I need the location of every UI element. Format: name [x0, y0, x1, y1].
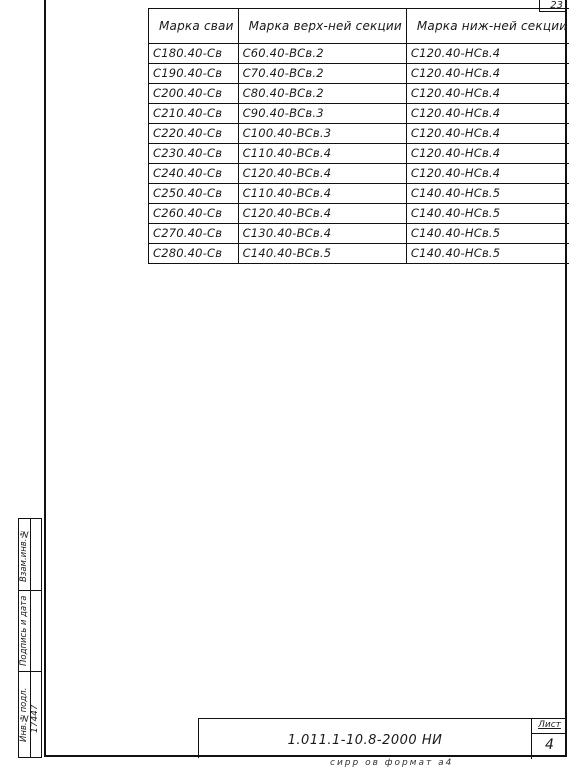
lower-section-cell: С120.40-НСв.4 — [406, 84, 569, 104]
table-row — [149, 224, 569, 244]
table-row — [149, 124, 569, 144]
table-row — [149, 64, 569, 84]
column-header: Марка верх-ней секции — [238, 9, 406, 44]
table-row — [149, 244, 569, 264]
upper-section-cell: С70.40-ВСв.2 — [238, 64, 406, 84]
upper-section-cell: С120.40-ВСв.4 — [238, 204, 406, 224]
stamp-label-original-inv: Инв.№подл. — [19, 674, 31, 756]
lower-section-cell: С140.40-НСв.5 — [406, 184, 569, 204]
table-row — [149, 144, 569, 164]
sheet-number: 4 — [532, 737, 567, 753]
table-header-row — [149, 9, 569, 44]
lower-section-cell: С120.40-НСв.4 — [406, 104, 569, 124]
title-block — [198, 718, 567, 758]
pile-mark-cell: С180.40-Св — [149, 44, 239, 64]
stamp-divider — [19, 590, 41, 591]
sheet-divider — [532, 733, 567, 734]
sheet-label: Лист — [532, 720, 567, 730]
lower-section-cell: С140.40-НСв.5 — [406, 244, 569, 264]
lower-section-cell: С120.40-НСв.4 — [406, 44, 569, 64]
upper-section-cell: С110.40-ВСв.4 — [238, 144, 406, 164]
pile-mark-cell: С230.40-Св — [149, 144, 239, 164]
column-header: Марка сваи — [149, 9, 239, 44]
table-row — [149, 44, 569, 64]
pile-mark-cell: С190.40-Св — [149, 64, 239, 84]
table-row — [149, 84, 569, 104]
upper-section-cell: С110.40-ВСв.4 — [238, 184, 406, 204]
table-row — [149, 184, 569, 204]
upper-section-cell: С130.40-ВСв.4 — [238, 224, 406, 244]
pile-mark-cell: С280.40-Св — [149, 244, 239, 264]
table-row — [149, 104, 569, 124]
lower-section-cell: С120.40-НСв.4 — [406, 144, 569, 164]
pile-mark-cell: С210.40-Св — [149, 104, 239, 124]
column-header: Марка ниж-ней секции — [406, 9, 569, 44]
table-row — [149, 204, 569, 224]
stamp-label-signature-date: Подпись и дата — [19, 593, 31, 669]
pile-marks-table — [148, 8, 569, 264]
table-row — [149, 164, 569, 184]
sheet-cell — [531, 719, 567, 759]
lower-section-cell: С140.40-НСв.5 — [406, 224, 569, 244]
lower-section-cell: С120.40-НСв.4 — [406, 124, 569, 144]
pile-mark-cell: С270.40-Св — [149, 224, 239, 244]
upper-section-cell: С60.40-ВСв.2 — [238, 44, 406, 64]
upper-section-cell: С90.40-ВСв.3 — [238, 104, 406, 124]
lower-section-cell: С120.40-НСв.4 — [406, 164, 569, 184]
upper-section-cell: С100.40-ВСв.3 — [238, 124, 406, 144]
pile-mark-cell: С250.40-Св — [149, 184, 239, 204]
upper-section-cell: С140.40-ВСв.5 — [238, 244, 406, 264]
page-corner-number: 23 — [539, 0, 565, 12]
lower-section-cell: С140.40-НСв.5 — [406, 204, 569, 224]
lower-section-cell: С120.40-НСв.4 — [406, 64, 569, 84]
upper-section-cell: С120.40-ВСв.4 — [238, 164, 406, 184]
stamp-divider — [19, 671, 41, 672]
document-code: 1.011.1-10.8-2000 НИ — [199, 733, 531, 748]
table-body — [149, 44, 569, 264]
upper-section-cell: С80.40-ВСв.2 — [238, 84, 406, 104]
pile-mark-cell: С240.40-Св — [149, 164, 239, 184]
footer-cut-text: сирр ов формат а4 — [330, 758, 453, 768]
stamp-label-replaced-inv: Взам.инв.№ — [19, 521, 31, 589]
pile-mark-cell: С220.40-Св — [149, 124, 239, 144]
pile-mark-cell: С200.40-Св — [149, 84, 239, 104]
pile-mark-cell: С260.40-Св — [149, 204, 239, 224]
side-stamp — [18, 518, 42, 758]
stamp-inv-number: 17447 — [30, 689, 42, 749]
